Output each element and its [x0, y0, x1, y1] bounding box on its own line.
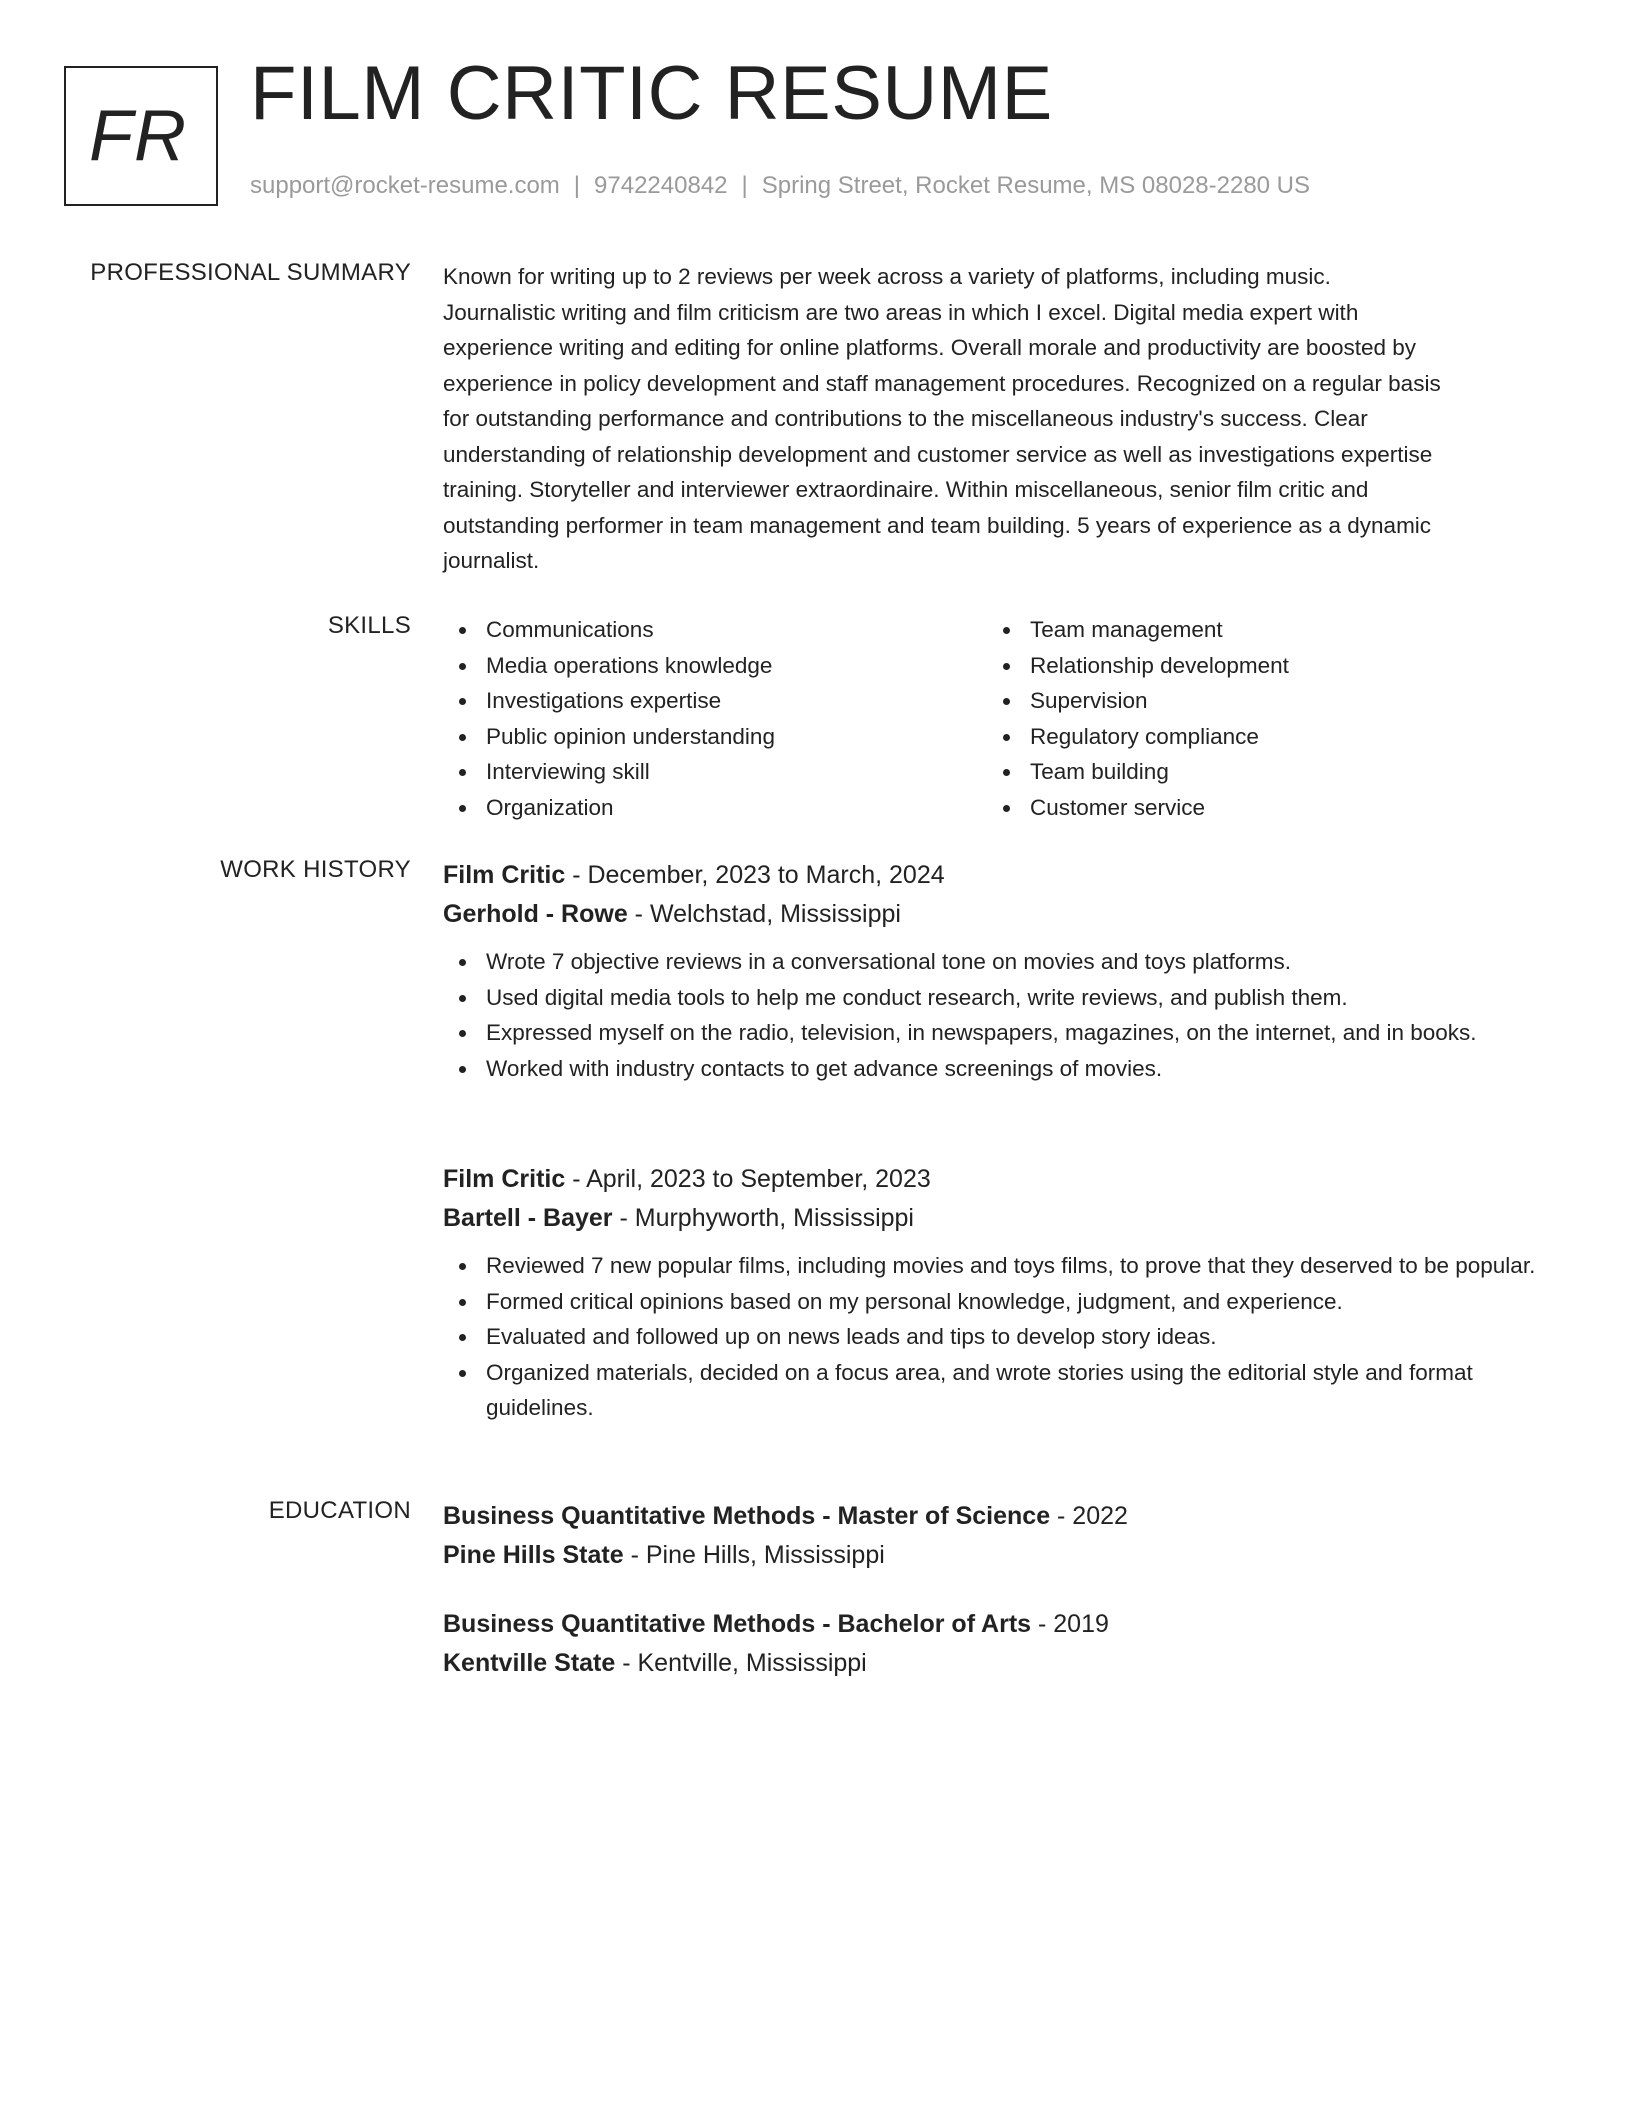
section-label-work-history: WORK HISTORY — [220, 856, 411, 883]
skill-item: Regulatory compliance — [987, 719, 1289, 755]
skill-item: Organization — [443, 790, 987, 826]
school-name: Pine Hills State — [443, 1541, 624, 1569]
job-bullet: Expressed myself on the radio, television, in newspapers, magazines, on the internet, and in books. — [443, 1015, 1543, 1051]
job-dates: - April, 2023 to September, 2023 — [565, 1165, 931, 1193]
section-label-summary: PROFESSIONAL SUMMARY — [90, 259, 411, 286]
skill-item: Supervision — [987, 683, 1289, 719]
section-label-education: EDUCATION — [268, 1497, 411, 1524]
company-location: - Murphyworth, Mississippi — [612, 1204, 914, 1232]
skill-item: Media operations knowledge — [443, 648, 987, 684]
job-bullet: Evaluated and followed up on news leads and tips to develop story ideas. — [443, 1319, 1543, 1355]
company-name: Gerhold - Rowe — [443, 900, 628, 928]
degree-year: - 2022 — [1050, 1502, 1128, 1530]
education-entry — [443, 1497, 1543, 1575]
monogram-text: FR — [89, 96, 187, 176]
degree-name: Business Quantitative Methods - Master of Science — [443, 1502, 1051, 1530]
education-entry — [443, 1605, 1543, 1683]
summary-line: understanding of relationship development and customer service as well as investigations expertise — [443, 441, 1433, 467]
summary-line: experience writing and editing for online platforms. Overall morale and productivity are boosted by — [443, 335, 1417, 360]
contact-email[interactable]: support@rocket-resume.com — [250, 172, 560, 199]
school-location: - Pine Hills, Mississippi — [623, 1541, 885, 1569]
company-line — [443, 895, 1543, 934]
summary-line: training. Storyteller and interviewer extraordinaire. Within miscellaneous, senior film critic and — [443, 477, 1369, 502]
skills-columns — [443, 612, 1543, 825]
contact-line — [250, 172, 1310, 200]
job-title-line — [443, 1160, 1543, 1199]
school-name: Kentville State — [443, 1649, 616, 1677]
skill-item: Relationship development — [987, 648, 1289, 684]
degree-year: - 2019 — [1031, 1610, 1109, 1638]
skill-item: Team management — [987, 612, 1289, 648]
summary-paragraph — [443, 259, 1543, 579]
skill-item: Interviewing skill — [443, 754, 987, 790]
job-bullet: Organized materials, decided on a focus area, and wrote stories using the editorial style and format guidelines. — [443, 1355, 1543, 1426]
skill-item: Communications — [443, 612, 987, 648]
company-location: - Welchstad, Mississippi — [627, 900, 901, 928]
job-bullet: Wrote 7 objective reviews in a conversational tone on movies and toys platforms. — [443, 944, 1543, 980]
page-title: FILM CRITIC RESUME — [250, 51, 1053, 136]
job-bullet: Used digital media tools to help me conduct research, write reviews, and publish them. — [443, 980, 1543, 1016]
job-bullet: Reviewed 7 new popular films, including movies and toys films, to prove that they deserved to be popular. — [443, 1248, 1543, 1284]
skills-body — [443, 612, 1543, 825]
section-label-skills: SKILLS — [327, 612, 411, 639]
job-bullet: Worked with industry contacts to get advance screenings of movies. — [443, 1051, 1543, 1087]
school-location: - Kentville, Mississippi — [615, 1649, 867, 1677]
monogram-box — [64, 66, 218, 206]
job-bullets — [443, 1248, 1543, 1426]
job-title: Film Critic — [443, 1165, 566, 1193]
school-line — [443, 1536, 1543, 1575]
summary-line: Journalistic writing and film criticism are two areas in which I excel. Digital media expert with — [443, 299, 1359, 325]
degree-line — [443, 1497, 1543, 1536]
school-line — [443, 1644, 1543, 1683]
summary-line: outstanding performer in team management and team building. 5 years of experience as a dynamic — [443, 512, 1432, 538]
job-bullet: Formed critical opinions based on my personal knowledge, judgment, and experience. — [443, 1284, 1543, 1320]
job-bullets — [443, 944, 1543, 1086]
summary-line: Known for writing up to 2 reviews per week across a variety of platforms, including music. — [443, 264, 1331, 289]
job-title-line — [443, 856, 1543, 895]
summary-line: journalist. — [443, 548, 540, 573]
summary-line: for outstanding performance and contributions to the miscellaneous industry's success. Clear — [443, 406, 1368, 431]
degree-line — [443, 1605, 1543, 1644]
degree-name: Business Quantitative Methods - Bachelor of Arts — [443, 1610, 1032, 1638]
skills-list-right — [987, 612, 1289, 825]
contact-separator: | — [573, 172, 581, 199]
job-title: Film Critic — [443, 861, 566, 889]
job-entry — [443, 856, 1543, 1086]
job-entry — [443, 1160, 1543, 1426]
company-name: Bartell - Bayer — [443, 1204, 613, 1232]
company-line — [443, 1199, 1543, 1238]
skill-item: Customer service — [987, 790, 1289, 826]
skill-item: Team building — [987, 754, 1289, 790]
skill-item: Investigations expertise — [443, 683, 987, 719]
contact-separator: | — [741, 172, 748, 199]
contact-address: Spring Street, Rocket Resume, MS 08028-2280 US — [761, 172, 1311, 199]
job-dates: - December, 2023 to March, 2024 — [565, 861, 945, 889]
skill-item: Public opinion understanding — [443, 719, 987, 755]
summary-body — [443, 259, 1543, 579]
contact-phone[interactable]: 9742240842 — [594, 172, 728, 199]
summary-line: experience in policy development and staff management procedures. Recognized on a regular basis — [443, 370, 1441, 396]
skills-list-left — [443, 612, 987, 825]
